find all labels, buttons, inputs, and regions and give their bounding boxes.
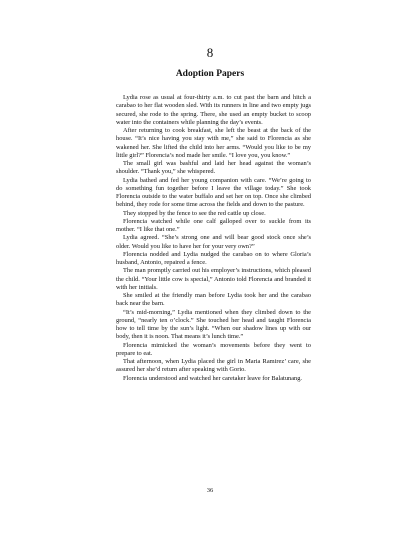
paragraph: “It’s mid-morning,” Lydia mentioned when they climbed down to the ground, “nearly ten o’clock.” She touched her head and taught Florencia how to tell time by the sun’s light. “When our shadow lines up with our body, then it is noon. That means it’s lunch time.” (116, 308, 311, 341)
paragraph: Lydia bathed and fed her young companion with care. “We’re going to do something fun together before I leave the village today.” She took Florencia outside to the water buffalo and set her on top. Once she climbed behind, they rode for some time across the fields and down to the pasture. (116, 176, 311, 209)
paragraph: Florencia mimicked the woman’s movements before they went to prepare to eat. (116, 341, 311, 357)
paragraph: Florencia nodded and Lydia nudged the carabao on to where Gloria’s husband, Antonio, repaired a fence. (116, 250, 311, 266)
chapter-title: Adoption Papers (175, 69, 245, 79)
paragraph: After returning to cook breakfast, she left the beast at the back of the house. “It’s nice having you stay with me,” she said to Florencia as she wakened her. She lifted the child into her arms. “Would you like to be my little girl?” Florencia’s nod made her smile. “I love you, you know.” (116, 127, 311, 159)
paragraph: The man promptly carried out his employer’s instructions, which pleased the child. “Your little cow is special,” Antonio told Florencia and branded it with her initials. (116, 267, 311, 291)
page-number: 36 (206, 487, 214, 494)
chapter-number: 8 (206, 45, 214, 60)
paragraph: They stopped by the fence to see the red cattle up close. (123, 209, 266, 217)
paragraph: Lydia agreed. “She’s strong one and will bear good stock once she’s older. Would you like to have her for your very own?” (116, 234, 311, 250)
paragraph: Florencia understood and watched her caretaker leave for Balatunang. (123, 374, 303, 382)
paragraph: Florencia watched while one calf galloped over to suckle from its mother. “I like that one.” (116, 217, 311, 233)
paragraph: That afternoon, when Lydia placed the girl in Maria Ramirez’ care, she assured her she’d return after speaking with Gorio. (116, 358, 311, 374)
paragraph: Lydia rose as usual at four-thirty a.m. to cut past the barn and hitch a carabao to her flat wooden sled. With its runners in line and two empty jugs secured, she rode to the spring. There, she used an empty bucket to scoop water into the containers while planning the day’s events. (116, 94, 311, 126)
chapter-body (116, 94, 311, 383)
paragraph: The small girl was bashful and laid her head against the woman’s shoulder. “Thank you,” she whispered. (116, 160, 311, 176)
paragraph: She smiled at the friendly man before Lydia took her and the carabao back near the barn. (116, 292, 311, 308)
